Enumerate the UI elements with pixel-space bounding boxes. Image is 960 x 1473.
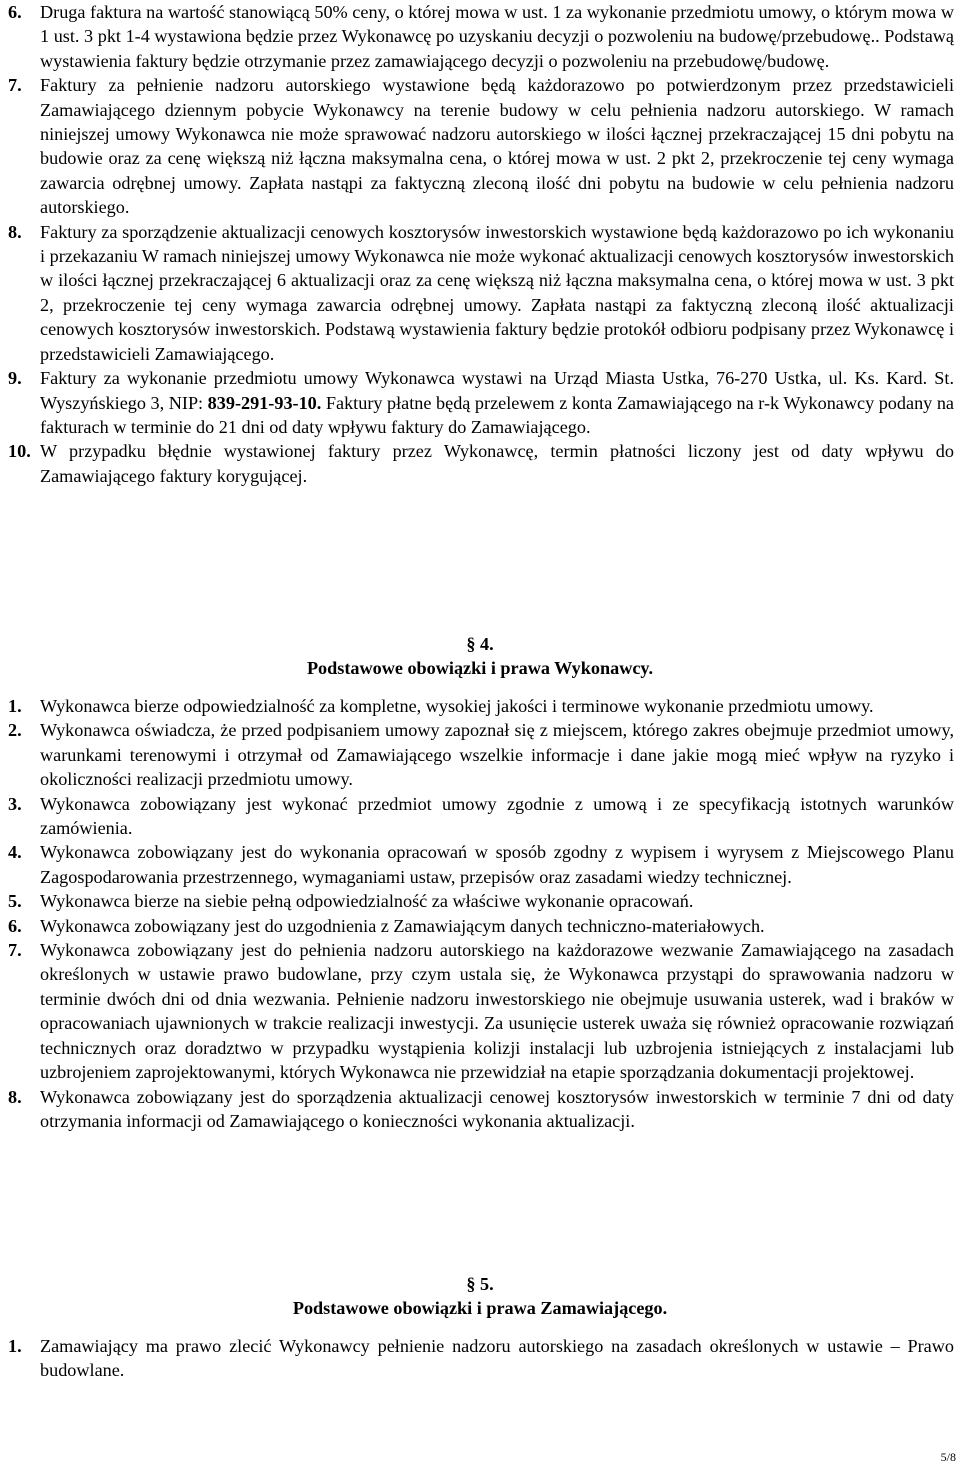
list-item bbox=[0, 792, 960, 841]
item-number: 5. bbox=[8, 891, 22, 912]
item-text: Wykonawca oświadcza, że przed podpisaniem umowy zapoznał się z miejscem, którego zakres obejmuje przedmiot umowy, warunkami terenowymi i otrzymał od Zamawiającego wszelkie informacje i dane jakie mogą mieć wpływ na ryzyko i okoliczności realizacji przedmiotu umowy. bbox=[40, 720, 954, 790]
list-item bbox=[0, 718, 960, 791]
list-item bbox=[0, 366, 960, 439]
item-number: 8. bbox=[8, 1086, 22, 1107]
item-text: Wykonawca zobowiązany jest do sporządzenia aktualizacji cenowej kosztorysów inwestorskich w terminie 7 dni od daty otrzymania informacji od Zamawiającego o konieczności wykonania aktualizacji. bbox=[40, 1086, 954, 1131]
item-text: Wykonawca zobowiązany jest wykonać przedmiot umowy zgodnie z umową i ze specyfikacją istotnych warunków zamówienia. bbox=[40, 793, 954, 839]
item-number: 7. bbox=[8, 940, 22, 961]
item-text: Wykonawca bierze na siebie pełną odpowiedzialność za właściwe wykonanie opracowań. bbox=[40, 891, 694, 912]
list-item bbox=[0, 220, 960, 366]
list-item bbox=[0, 0, 960, 73]
list-item bbox=[0, 1334, 960, 1383]
section-title: Podstawowe obowiązki i prawa Zamawiającego. bbox=[292, 1298, 668, 1319]
item-text: W przypadku błędnie wystawionej faktury przez Wykonawcę, termin płatności liczony jest od daty wpływu do Zamawiającego faktury korygującej. bbox=[40, 441, 954, 486]
list-item bbox=[0, 694, 960, 718]
nip-number: 839-291-93-10. bbox=[207, 392, 322, 413]
item-number: 1. bbox=[8, 696, 22, 716]
item-number: 6. bbox=[8, 2, 22, 22]
item-number: 2. bbox=[8, 720, 22, 741]
item-text bbox=[40, 366, 954, 439]
item-number: 10. bbox=[8, 441, 31, 462]
item-text-start: Faktury za wykonanie przedmiotu umowy Wykonawca wystawi na Urząd Miasta Ustka, 76-270 Ustka, ul. Ks. Kard. St. Wyszyńskiego 3, NIP: bbox=[40, 368, 954, 413]
list-item bbox=[0, 938, 960, 1084]
item-number: 1. bbox=[8, 1336, 22, 1356]
item-text: Druga faktura na wartość stanowiącą 50% ceny, o której mowa w ust. 1 za wykonanie przedmiotu umowy, o którym mowa w 1 ust. 3 pkt 1-4 wystawiona będzie przez Wykonawcę po uzyskaniu decyzji o pozwoleniu na budowę/przebudowę.. Podstawą wystawienia faktury będzie otrzymanie przez zamawiającego decyzji o pozwoleniu na przebudowę/budowę. bbox=[40, 2, 954, 71]
item-text: Wykonawca zobowiązany jest do wykonania opracowań w sposób zgodny z wypisem i wyrysem z Miejscowego Planu Zagospodarowania przestrzennego, wymaganiami ustaw, przepisów oraz zasadami wiedzy technicznej. bbox=[40, 842, 954, 887]
item-text: Faktury za sporządzenie aktualizacji cenowych kosztorysów inwestorskich wystawione będą każdorazowo po ich wykonaniu i przekazaniu W ramach niniejszej umowy Wykonawca nie może wykonać aktualizacji cenowych kosztorysów inwestorskich w ilości łącznej przekraczającej 6 aktualizacji oraz za cenę większą niż łączna maksymalna cena, o której mowa w ust. 3 pkt 2, przekroczenie tej ceny wymaga zawarcia odrębnej umowy. Zapłata nastąpi za faktyczną zleconą ilość aktualizacji cenowych kosztorysów inwestorskich. Podstawą wystawienia faktury będzie protokół odbioru podpisany przez Wykonawcę i przedstawicieli Zamawiającego. bbox=[40, 221, 954, 364]
list-item bbox=[0, 889, 960, 913]
item-number: 9. bbox=[8, 368, 22, 389]
list-item bbox=[0, 914, 960, 938]
item-number: 8. bbox=[8, 221, 22, 242]
list-item bbox=[0, 1085, 960, 1134]
payment-terms-list bbox=[0, 0, 960, 488]
section-heading-5 bbox=[0, 1272, 960, 1321]
section-number: § 4. bbox=[466, 634, 494, 654]
section-title: Podstawowe obowiązki i prawa Wykonawcy. bbox=[306, 658, 654, 679]
list-item bbox=[0, 439, 960, 488]
item-text: Faktury za pełnienie nadzoru autorskiego wystawione będą każdorazowo po potwierdzonym przez przedstawicieli Zamawiającego dziennym pobycie Wykonawcy na terenie budowy w celu pełnienia nadzoru autorskiego. W ramach niniejszej umowy Wykonawca nie może sprawować nadzoru autorskiego w ilości łącznej przekraczającej 15 dni pobytu na budowie oraz za cenę większą niż łączna maksymalna cena, o której mowa w ust. 2 pkt 2, przekroczenie tej ceny wymaga zawarcia odrębnej umowy. Zapłata nastąpi za faktyczną zleconą ilość dni pobytu na budowie w celu pełnienia nadzoru autorskiego. bbox=[40, 75, 954, 218]
item-text: Wykonawca bierze odpowiedzialność za kompletne, wysokiej jakości i terminowe wykonanie przedmiotu umowy. bbox=[40, 696, 874, 716]
item-number: 7. bbox=[8, 75, 22, 96]
page-number: 5/8 bbox=[940, 1450, 956, 1464]
item-number: 6. bbox=[8, 915, 22, 936]
contractor-duties-list bbox=[0, 694, 960, 1133]
item-text: Wykonawca zobowiązany jest do uzgodnienia z Zamawiającym danych techniczno-materiałowych. bbox=[40, 915, 765, 936]
item-number: 4. bbox=[8, 842, 22, 863]
item-text-end: Faktury płatne będą przelewem z konta Zamawiającego na r-k Wykonawcy podany na fakturach w terminie do 21 dni od daty wpływu faktury do Zamawiającego. bbox=[40, 392, 954, 437]
item-text: Wykonawca zobowiązany jest do pełnienia nadzoru autorskiego na każdorazowe wezwanie Zamawiającego na zasadach określonych w ustawie prawo budowlane, przy czym ustala się, że Wykonawca przystąpi do sprawowania nadzoru w terminie dwóch dni od dnia wezwania. Pełnienie nadzoru inwestorskiego nie obejmuje usuwania usterek, wad i braków w opracowaniach ujawnionych w trakcie realizacji inwestycji. Za usunięcie usterek uważa się również opracowanie rozwiązań technicznych oraz doradztwo w przypadku wystąpienia kolizji instalacji lub uzbrojenia istniejących z instalacjami lub uzbrojeniem zaprojektowanymi, których Wykonawca nie przewidział na etapie sporządzania dokumentacji projektowej. bbox=[40, 940, 954, 1083]
item-text: Zamawiający ma prawo zlecić Wykonawcy pełnienie nadzoru autorskiego na zasadach określonych w ustawie – Prawo budowlane. bbox=[40, 1336, 954, 1381]
employer-rights-list bbox=[0, 1334, 960, 1383]
section-number: § 5. bbox=[466, 1274, 494, 1294]
section-heading-4 bbox=[0, 632, 960, 681]
item-number: 3. bbox=[8, 793, 22, 814]
list-item bbox=[0, 73, 960, 219]
list-item bbox=[0, 840, 960, 889]
